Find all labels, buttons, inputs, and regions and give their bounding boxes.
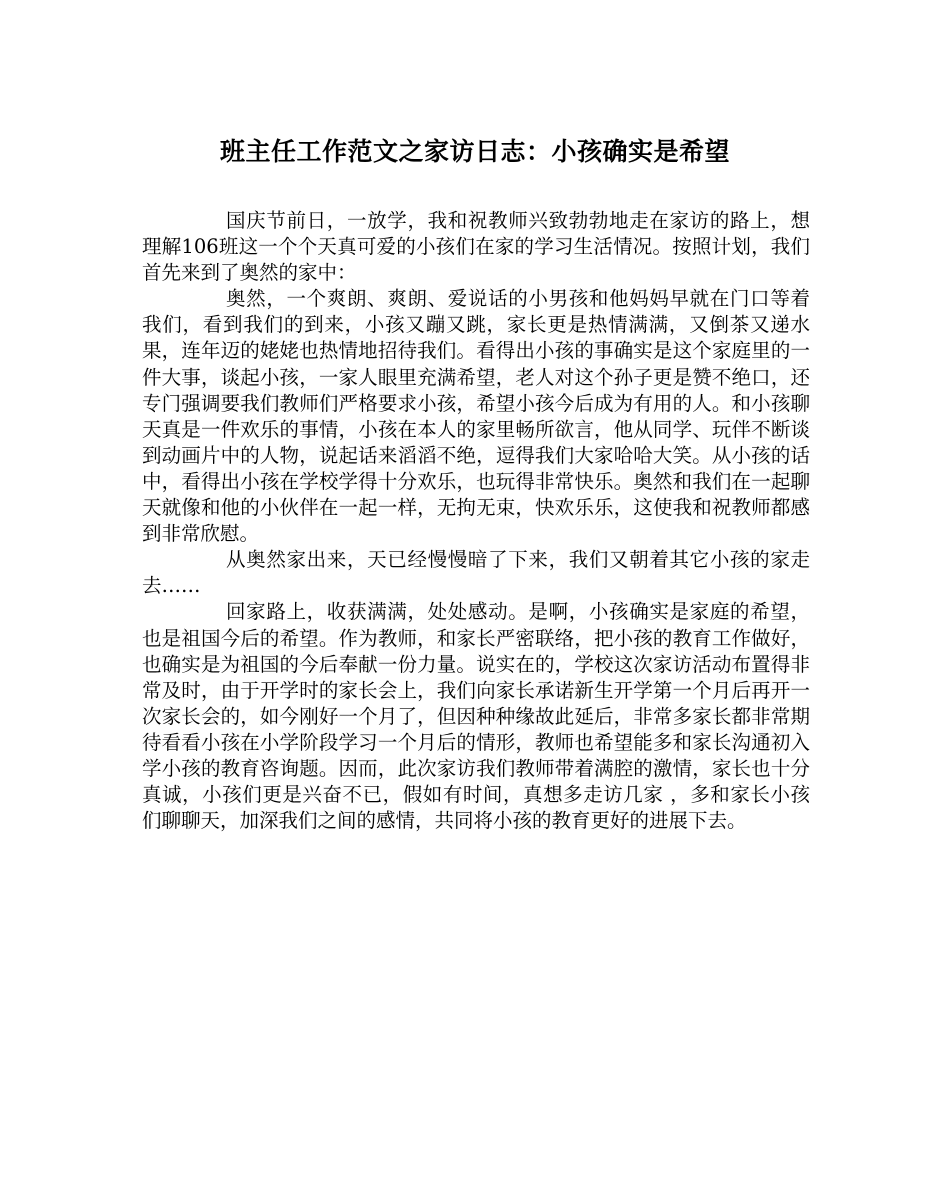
paragraph: 国庆节前日，一放学，我和祝教师兴致勃勃地走在家访的路上，想理解106班这一个个天真可爱的小孩们在家的学习生活情况。按照计划，我们首先来到了奥然的家中： [142,209,810,285]
paragraph: 奥然，一个爽朗、爽朗、爱说话的小男孩和他妈妈早就在门口等着我们，看到我们的到来，小孩又蹦又跳，家长更是热情满满，又倒茶又递水果，连年迈的姥姥也热情地招待我们。看得出小孩的事确实是这个家庭里的一件大事，谈起小孩，一家人眼里充满希望，老人对这个孙子更是赞不绝口，还专门强调要我们教师们严格要求小孩，希望小孩今后成为有用的人。和小孩聊天真是一件欢乐的事情，小孩在本人的家里畅所欲言，他从同学、玩伴不断谈到动画片中的人物，说起话来滔滔不绝，逗得我们大家哈哈大笑。从小孩的话中，看得出小孩在学校学得十分欢乐，也玩得非常快乐。奥然和我们在一起聊天就像和他的小伙伴在一起一样，无拘无束，快欢乐乐，这使我和祝教师都感到非常欣慰。 [142,287,810,546]
document-body [142,208,810,834]
document-title: 班主任工作范文之家访日志：小孩确实是希望 [219,137,730,166]
paragraph: 从奥然家出来，天已经慢慢暗了下来，我们又朝着其它小孩的家走去…… [142,548,810,598]
paragraph: 回家路上，收获满满，处处感动。是啊，小孩确实是家庭的希望，也是祖国今后的希望。作为教师，和家长严密联络，把小孩的教育工作做好，也确实是为祖国的今后奉献一份力量。说实在的，学校这次家访活动布置得非常及时，由于开学时的家长会上，我们向家长承诺新生开学第一个月后再开一次家长会的，如今刚好一个月了，但因种种缘故此延后，非常多家长都非常期待看看小孩在小学阶段学习一个月后的情形，教师也希望能多和家长沟通初入学小孩的教育咨询题。因而，此次家访我们教师带着满腔的激情，家长也十分真诚，小孩们更是兴奋不已，假如有时间，真想多走访几家 ，多和家长小孩们聊聊天，加深我们之间的感情，共同将小孩的教育更好的进展下去。 [142,600,810,833]
